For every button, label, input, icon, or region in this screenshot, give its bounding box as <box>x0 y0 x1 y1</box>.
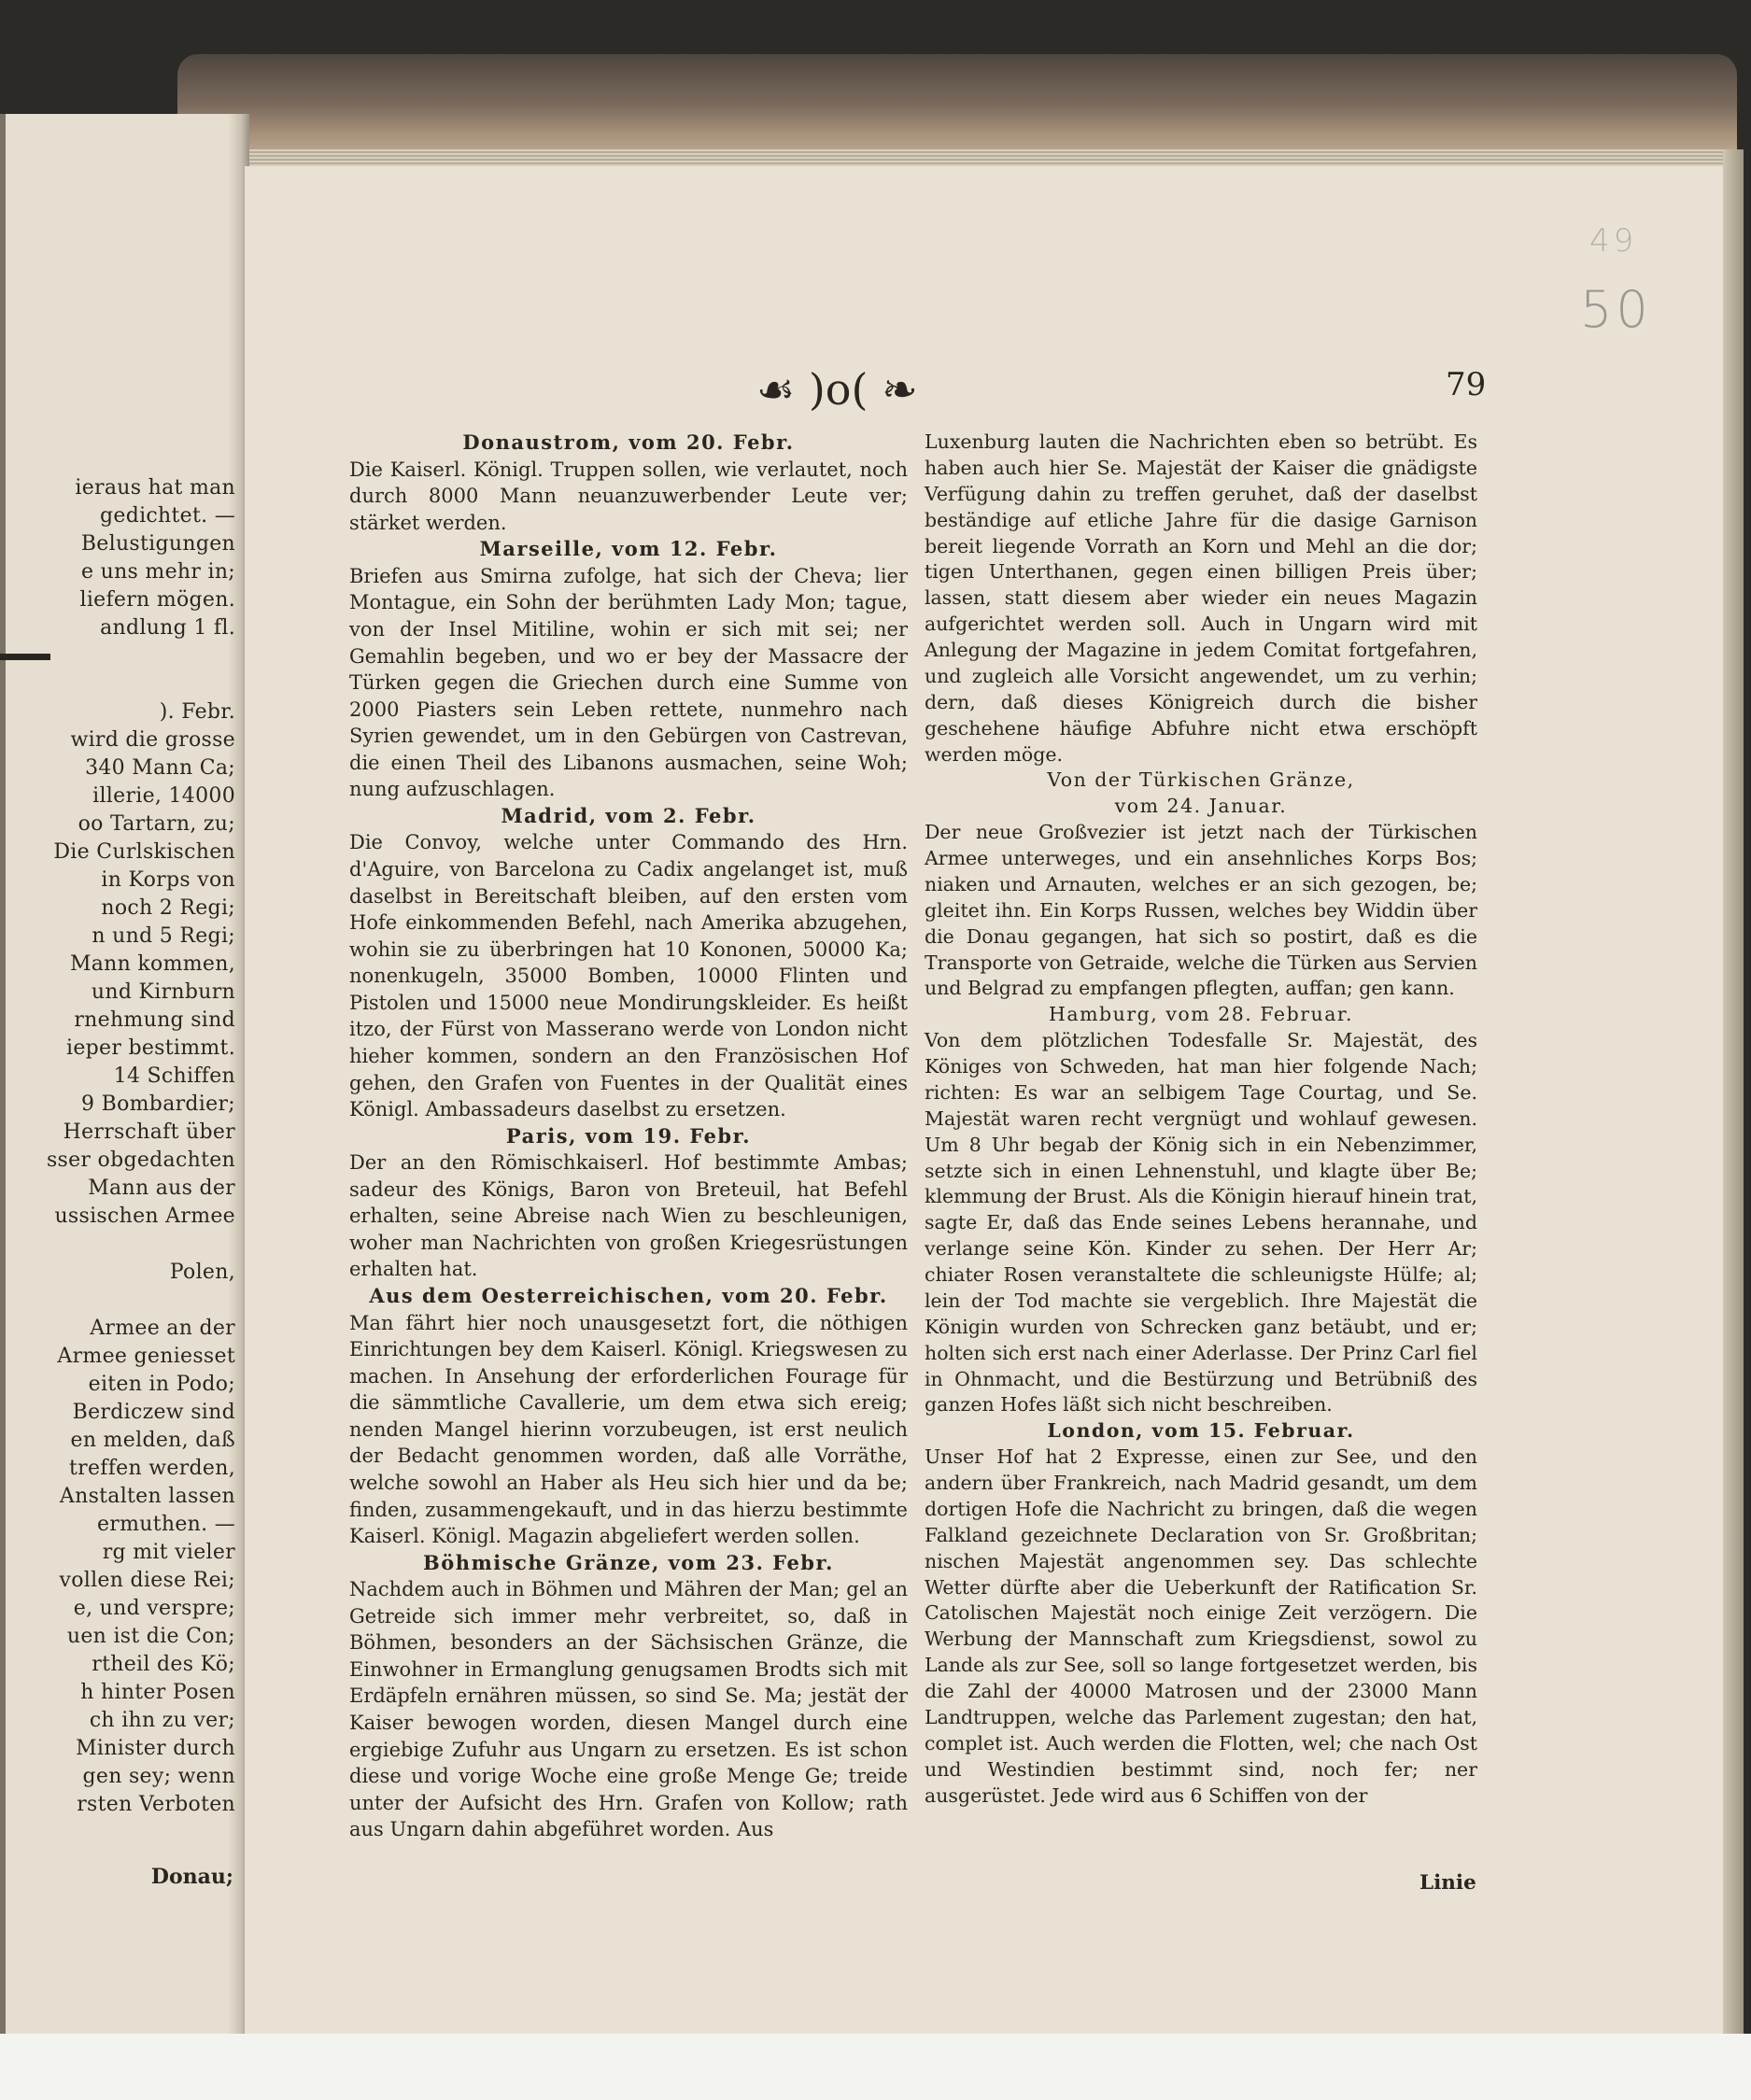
left-page-line: andlung 1 fl. <box>100 616 235 640</box>
left-page-line: 9 Bombardier; <box>81 1092 235 1116</box>
left-page-rule <box>0 654 50 660</box>
pencil-mark-top: 49 <box>1589 222 1638 260</box>
left-page-line: ieper bestimmt. <box>66 1036 235 1060</box>
article-paragraph: Der an den Römischkaiserl. Hof bestimmte Ambas; sadeur des Königs, Baron von Breteuil, hat Befehl erhalten, seine Abreise nach Wien zu beschleunigen, woher man Nachrichten von großen Kriegesrüstungen erhalten hat. <box>349 1151 908 1281</box>
column-left <box>349 430 908 1843</box>
left-page-catchword: Donau; <box>150 1865 233 1889</box>
page-number: 79 <box>1446 366 1487 403</box>
article-dateline: London, vom 15. Februar. <box>1047 1419 1355 1443</box>
left-page-line: sser obgedachten <box>46 1149 235 1172</box>
left-page-line: ussischen Armee <box>54 1205 235 1228</box>
left-page-line: wird die grosse <box>70 728 235 752</box>
left-page-line: in Korps von <box>101 868 235 892</box>
left-page-line: h hinter Posen <box>80 1681 235 1704</box>
article-dateline: Von der Türkischen Gränze, <box>1047 768 1355 792</box>
left-page-line: Minister durch <box>76 1737 235 1760</box>
article-dateline: Donaustrom, vom 20. Febr. <box>462 430 795 454</box>
left-page-line: liefern mögen. <box>79 588 235 612</box>
article-dateline: Paris, vom 19. Febr. <box>505 1123 752 1148</box>
page-stack <box>238 149 1732 168</box>
article-dateline: Madrid, vom 2. Febr. <box>501 803 756 827</box>
left-page-line: ). Febr. <box>159 700 235 724</box>
catchword: Linie <box>1419 1871 1476 1895</box>
article-paragraph: Luxenburg lauten die Nachrichten eben so betrübt. Es haben auch hier Se. Majestät der Kaiser die gnädigste Verfügung dahin zu treffen geruhet, daß der daselbst beständige auf etliche Jahre für die dasige Garnison bereit liegende Vorrath an Korn und Mehl an die dor; tigen Unterthanen, gegen einen billigen Preis über; lassen, statt diesem aber wieder ein neues Magazin aufgerichtet werden soll. Auch in Ungarn wird mit Anlegung der Magazine in jedem Comitat fortgefahren, und zugleich alle Vorsicht angewendet, um zu verhin; dern, daß dieses Königreich durch die bisher geschehene häufige Abfuhre nicht etwa erschöpft werden möge. <box>925 430 1477 766</box>
left-page-line: Herrschaft über <box>63 1120 235 1144</box>
left-page-line: ermuthen. — <box>96 1513 235 1536</box>
left-page-line: ch ihn zu ver; <box>89 1709 235 1732</box>
left-page-line: Mann kommen, <box>69 952 235 976</box>
left-page-line: rnehmung sind <box>74 1008 235 1032</box>
left-page-line: gen sey; wenn <box>82 1765 235 1788</box>
article-paragraph: Die Kaiserl. Königl. Truppen sollen, wie verlautet, noch durch 8000 Mann neuanzuwerbender Leute ver; stärket werden. <box>349 458 908 534</box>
left-page-line: Anstalten lassen <box>59 1485 235 1508</box>
article-dateline: Marseille, vom 12. Febr. <box>479 537 778 561</box>
article-paragraph: Der neue Großvezier ist jetzt nach der Türkischen Armee unterweges, und ein ansehnliches Korps Bos; niaken und Arnauten, welches er an sich gezogen, be; gleitet ihn. Ein Korps Russen, welches bey Widdin über die Donau gegangen, hat sich so postirt, daß es die Transporte von Getraide, welche die Türken aus Servien und Belgrad zu empfangen pflegten, auffan; gen kann. <box>925 821 1477 1000</box>
left-page-line: Die Curlskischen <box>53 840 235 864</box>
article-paragraph: Briefen aus Smirna zufolge, hat sich der Cheva; lier Montague, ein Sohn der berühmten Lady Mon; tague, von der Insel Mitiline, wohin er sich mit sei; ner Gemahlin begeben, und wo er bey der Massacre der Türken gegen die Griechen durch eine Summe von 2000 Piasters sein Leben rettete, nunmehro nach Syrien gewendet, um in den Gebürgen von Castrevan, die einen Theil des Libanons ausmachen, seine Woh; nung aufzuschlagen. <box>349 564 908 801</box>
left-page-line: treffen werden, <box>69 1457 235 1480</box>
left-page-line: Polen, <box>169 1261 235 1284</box>
left-page-line: gedichtet. — <box>100 504 235 528</box>
article-dateline: vom 24. Januar. <box>1114 795 1288 818</box>
bottom-background <box>0 2034 1751 2100</box>
left-page-line: 340 Mann Ca; <box>85 756 235 780</box>
left-page-line: Armee geniesset <box>57 1345 235 1368</box>
left-page-line: noch 2 Regi; <box>101 896 235 920</box>
article-paragraph: Von dem plötzlichen Todesfalle Sr. Majestät, des Königes von Schweden, hat man hier folgende Nach; richten: Es war an selbigem Tage Courtag, und Se. Majestät waren recht vergnügt und wohlauf gewesen. Um 8 Uhr begab der König sich in ein Nebenzimmer, setzte sich in einen Lehnenstuhl, und klagte über Be; klemmung der Brust. Als die Königin hierauf hinein trat, sagte Er, daß das Ende seines Lebens herannahe, und verlange seine Kön. Kinder zu sehen. Der Herr Ar; chiater Rosen veranstaltete die schleunigste Hülfe; al; lein der Tod machte sie vergeblich. Ihre Majestät die Königin wurden von Schrecken ganz betäubt, und er; holten sich erst nach einer Aderlasse. Der Prinz Carl fiel in Ohnmacht, und die Bestürzung und Betrübniß des ganzen Hofes läßt sich nicht beschreiben. <box>925 1029 1477 1416</box>
left-page-line: e, und verspre; <box>73 1597 235 1620</box>
pencil-mark-bottom: 50 <box>1580 280 1652 339</box>
article-dateline: Hamburg, vom 28. Februar. <box>1049 1003 1353 1026</box>
left-page-line: uen ist die Con; <box>66 1625 235 1648</box>
article-paragraph: Die Convoy, welche unter Commando des Hrn. d'Aguire, von Barcelona zu Cadix angelanget ist, muß daselbst in Bereitschaft bleiben, auf den ersten vom Hofe einkommenden Befehl, nach Amerika abzugehen, wohin sie zu überbringen hat 10 Kononen, 50000 Ka; nonenkugeln, 35000 Bomben, 10000 Flinten und Pistolen und 15000 neue Mondirungskleider. Es heißt itzo, der Fürst von Masserano werde von London nicht hieher kommen, sondern an den Französischen Hof gehen, den Grafen von Fuentes in der Qualität eines Königl. Ambassadeurs daselbst zu ersetzen. <box>349 831 908 1121</box>
article-dateline: Böhmische Gränze, vom 23. Febr. <box>423 1550 834 1574</box>
left-page-line: Armee an der <box>90 1317 235 1340</box>
left-page-line: Berdiczew sind <box>72 1401 235 1424</box>
article-paragraph: Man fährt hier noch unausgesetzt fort, die nöthigen Einrichtungen bey dem Kaiserl. Königl. Kriegswesen zu machen. In Ansehung der erforderlichen Fourage für die sämmtliche Cavallerie, um dem etwa sich ereig; nenden Mangel hierinn vorzubeugen, ist erst neulich der Bedacht genommen worden, daß alle Vorräthe, welche sowohl an Haber als Heu sich hier und da be; finden, zusammengekauft, und in das hierzu bestimmte Kaiserl. Königl. Magazin abgeliefert werden sollen. <box>349 1311 908 1548</box>
right-page-edge <box>1723 149 1744 2034</box>
left-page-line: e uns mehr in; <box>80 560 235 584</box>
column-right <box>925 430 1477 1809</box>
left-page-line: n und 5 Regi; <box>92 924 235 948</box>
left-page-line: Mann aus der <box>88 1177 235 1200</box>
left-page-line: illerie, 14000 <box>92 784 235 808</box>
left-page-line: rg mit vieler <box>102 1541 235 1564</box>
left-page-line: en melden, daß <box>70 1429 235 1452</box>
left-page-line: rsten Verboten <box>77 1793 235 1816</box>
left-page-line: rtheil des Kö; <box>92 1653 235 1676</box>
left-page-line: oo Tartarn, zu; <box>78 812 235 836</box>
left-page-line: und Kirnburn <box>91 980 235 1004</box>
article-paragraph: Nachdem auch in Böhmen und Mähren der Man; gel an Getreide sich immer mehr verbreitet, so, daß in Böhmen, besonders an der Sächsischen Gränze, die Einwohner in Ermanglung genugsamen Brodts sich mit Erdäpfeln ernähren müssen, so sind Se. Ma; jestät der Kaiser bewogen worden, diesen Mangel durch eine ergiebige Zufuhr aus Ungarn zu ersetzen. Es ist schon diese und vorige Woche eine große Menge Ge; treide unter der Aufsicht des Hrn. Grafen von Kollow; rath aus Ungarn dahin abgeführet worden. Aus <box>349 1578 908 1841</box>
article-paragraph: Unser Hof hat 2 Expresse, einen zur See, und den andern über Frankreich, nach Madrid gesandt, um dem dortigen Hofe die Nachricht zu bringen, daß die wegen Falkland gezeichnete Declaration von Sr. Großbritan; nischen Majestät angenommen sey. Das schlechte Wetter dürfte aber die Ueberkunft der Ratification Sr. Catolischen Majestät noch einige Zeit verzögern. Die Werbung der Mannschaft zum Kriegsdienst, sowol zu Lande als zur See, soll so lange fortgesetzet werden, bis die Zahl der 40000 Matrosen und der 23000 Mann Landtruppen, welche das Parlement zugestan; den hat, complet ist. Auch werden die Flotten, wel; che nach Ost und Westindien bestimmt sind, noch fer; ner ausgerüstet. Jede wird aus 6 Schiffen von der <box>925 1445 1477 1807</box>
left-page-line: vollen diese Rei; <box>59 1569 235 1592</box>
left-page-line: Belustigungen <box>80 532 235 556</box>
header-ornament: ☙ )o( ❧ <box>756 364 918 415</box>
left-page-line: eiten in Podo; <box>88 1373 235 1396</box>
left-page-line: 14 Schiffen <box>113 1064 235 1088</box>
left-page-line: ieraus hat man <box>75 476 235 500</box>
article-dateline: Aus dem Oesterreichischen, vom 20. Febr. <box>369 1284 888 1307</box>
